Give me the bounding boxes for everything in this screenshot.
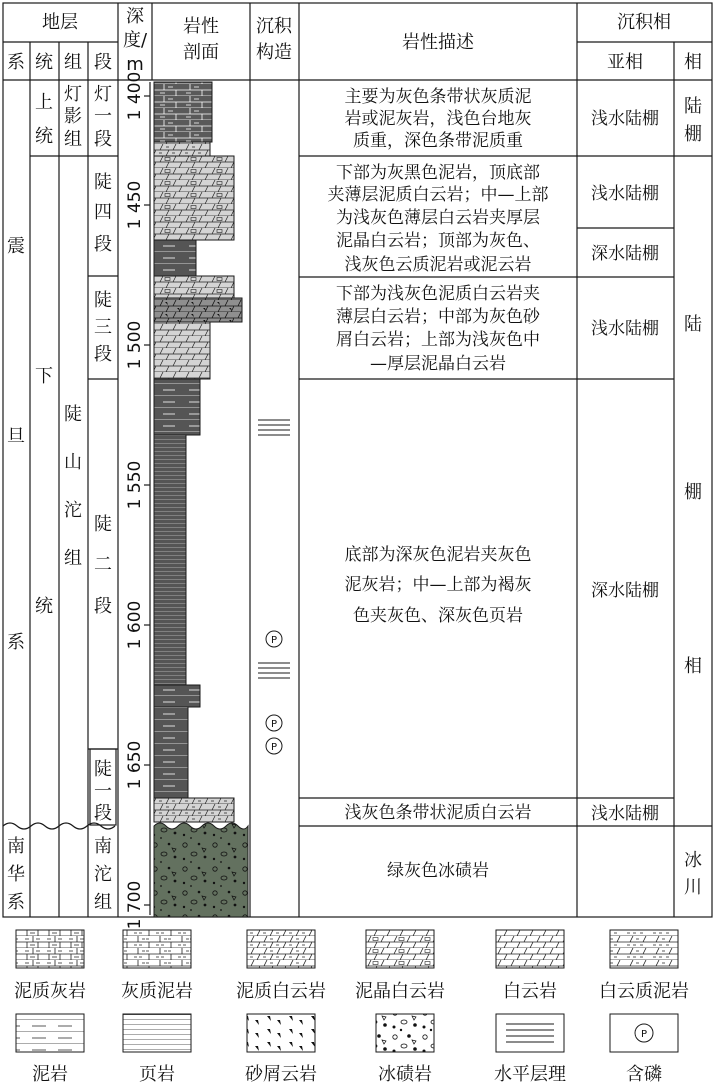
series-char: 统 [35,596,53,617]
legend-label: 水平层理 [494,1064,566,1085]
phosphorus-icon [266,631,282,647]
legend-label: 泥质灰岩 [14,981,86,1002]
header-system: 系 [7,52,25,73]
group-char: 沱 [64,500,82,521]
header-strata: 地层 [42,12,78,33]
description-line: 色夹灰色、深灰色页岩 [353,606,523,626]
subfacies-label: 浅水陆棚 [591,319,659,339]
system-char: 南 [7,836,25,857]
litho-layer [154,156,234,240]
member-char: 段 [94,344,112,365]
system-char: 系 [7,632,25,653]
member-char: 陡 [94,172,112,193]
depth-tick-label: 1 500 [125,320,145,370]
member-char: 灯 [94,84,112,105]
legend-swatch [610,930,678,968]
header-struct-2: 构造 [256,42,292,63]
group-char: 山 [64,452,82,473]
litho-layer [154,142,210,156]
header-description: 岩性描述 [402,32,474,53]
system-char: 华 [7,864,25,885]
legend-swatch [247,1014,315,1052]
legend-swatch [16,1014,84,1052]
header-facies: 沉积相 [617,12,671,33]
system-char: 旦 [7,426,25,447]
depth-tick-label: 1 400 [125,71,145,121]
litho-layer [154,322,210,379]
legend-label: 页岩 [139,1064,175,1085]
legend-label: 白云质泥岩 [599,981,689,1002]
subfacies-label: 深水陆棚 [591,244,659,264]
litho-layer [154,298,242,322]
series-char: 上 [35,92,53,113]
legend-label: 白云岩 [503,981,557,1002]
description-line: 岩或泥灰岩，浅色台地灰 [344,109,532,129]
svg-text:P: P [270,742,278,753]
litho-layer [154,798,234,822]
facies-char: 陆 [684,96,702,117]
description-line: 薄层白云岩；中部为灰色砂 [336,307,540,327]
group-char: 组 [64,129,82,150]
group-char: 陡 [64,404,82,425]
facies-char: 棚 [684,124,702,145]
header-facies-col: 相 [684,52,702,73]
description-line: 下部为浅灰色泥质白云岩夹 [336,284,540,304]
legend-phosphorus-symbol: P [640,1029,648,1040]
description-line: 为浅灰色薄层白云岩夹厚层 [336,208,540,228]
litho-layer [154,276,234,298]
legend-label: 砂屑云岩 [245,1064,317,1085]
svg-text:P: P [270,635,278,646]
member-char: 陡 [94,759,112,780]
system-char: 系 [7,892,25,913]
series-char: 统 [35,126,53,147]
facies-char: 陆 [684,314,702,335]
description-line: 主要为灰色条带状灰质泥 [344,87,532,107]
header-litho-2: 剖面 [183,42,219,63]
member-char: 段 [94,129,112,150]
header-depth-2: 度/ [122,30,148,51]
description-line: 浅灰色云质泥岩或泥云岩 [344,255,532,275]
member-char: 二 [94,554,112,575]
subfacies-label: 深水陆棚 [591,581,659,601]
depth-tick-label: 1 700 [125,880,145,930]
legend-label: 泥质白云岩 [236,981,326,1002]
member-char: 四 [94,202,112,223]
legend-swatch [247,930,315,968]
litho-layer-tillite [154,823,248,917]
lithology-column [154,82,248,917]
header-litho-1: 岩性 [183,16,219,37]
legend-label: 冰碛岩 [378,1064,432,1085]
member-char: 段 [94,234,112,255]
description-line: 屑白云岩；上部为浅灰色中 [336,330,540,350]
legend-label: 灰质泥岩 [121,981,193,1002]
legend-swatch [376,1014,434,1052]
litho-layer [154,379,200,435]
description-line: 浅灰色条带状泥质白云岩 [344,803,532,823]
member-char: 陡 [94,514,112,535]
subfacies-label: 浅水陆棚 [591,804,659,824]
litho-layer [154,240,196,276]
litho-layer [154,707,188,798]
legend-swatch [366,930,434,968]
description-line: 绿灰色冰碛岩 [387,861,489,881]
facies-char: 棚 [684,482,702,503]
header-member: 段 [94,52,112,73]
legend-swatch [123,1014,191,1052]
legend [16,930,678,1052]
phosphorus-icon [266,715,282,731]
legend-swatch [123,930,191,968]
depth-tick-label: 1 550 [125,460,145,510]
member-char: 陡 [94,290,112,311]
member-char: 段 [94,803,112,824]
description-line: 底部为深灰色泥岩夹灰色 [344,545,532,565]
facies-char: 川 [684,877,702,898]
system-char: 震 [7,236,25,257]
header [7,6,702,75]
legend-swatch [496,1014,564,1052]
horizontal-bedding-icon [258,663,290,678]
description-line: 下部为灰黑色泥岩，顶底部 [336,163,540,183]
descriptions [328,87,549,881]
sedimentary-structures [258,420,290,754]
header-group: 组 [64,52,82,73]
member-char: 一 [94,106,112,127]
litho-layer [154,685,200,707]
legend-label: 泥岩 [32,1064,68,1085]
header-depth-3: m [126,54,144,75]
group-char: 灯 [64,84,82,105]
depth-tick-label: 1 600 [125,600,145,650]
description-line: 泥晶白云岩；顶部为灰色、 [336,231,540,251]
svg-text:P: P [270,719,278,730]
group-char: 组 [64,548,82,569]
group-char: 影 [64,106,82,127]
subfacies-label: 浅水陆棚 [591,184,659,204]
header-series: 统 [35,52,53,73]
member-char: 沱 [94,864,112,885]
depth-tick-label: 1 450 [125,180,145,230]
legend-labels [14,981,689,1085]
litho-layer [154,435,186,685]
litho-layer [154,82,212,142]
member-char: 组 [94,892,112,913]
facies-char: 相 [684,656,702,677]
legend-label: 泥晶白云岩 [355,981,445,1002]
phosphorus-icon [266,738,282,754]
member-char: 三 [94,317,112,338]
series-char: 下 [35,366,53,387]
horizontal-bedding-icon [258,420,290,435]
header-subfacies: 亚相 [607,52,643,73]
subfacies-column [591,108,659,824]
legend-swatch [496,930,564,968]
depth-axis [125,72,150,930]
depth-tick-label: 1 650 [125,740,145,790]
member-char: 南 [94,836,112,857]
legend-label: 含磷 [626,1064,662,1085]
facies-char: 冰 [684,850,702,871]
header-struct-1: 沉积 [256,16,292,37]
description-line: 泥灰岩；中—上部为褐灰 [344,575,532,595]
subfacies-label: 浅水陆棚 [591,109,659,129]
legend-swatch [16,930,84,968]
header-depth-1: 深 [126,6,144,27]
description-line: 质重，深色条带泥质重 [353,131,523,151]
member-char: 段 [94,596,112,617]
member-char: 一 [94,781,112,802]
facies-column [684,96,702,898]
description-line: 夹薄层泥质白云岩；中—上部 [327,185,549,205]
description-line: —厚层泥晶白云岩 [370,354,506,374]
